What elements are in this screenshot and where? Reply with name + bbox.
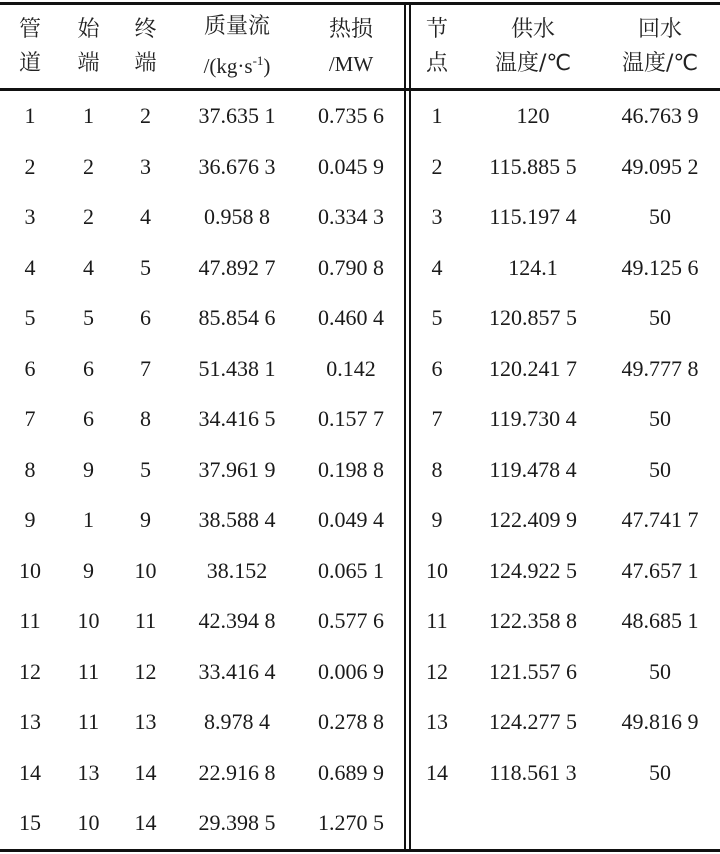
right-cell-supply-temp: 120: [516, 103, 550, 128]
right-cell-node: 1: [431, 103, 443, 128]
right-cell-node: 2: [431, 153, 443, 179]
left-cell-pipe: 8: [24, 456, 36, 482]
header-node-line1: 节: [425, 16, 448, 42]
right-cell-supply-temp: 119.730 4: [489, 406, 577, 431]
right-cell-node: 4: [431, 254, 443, 280]
left-cell-heat-loss: 0.790 8: [318, 254, 384, 280]
right-cell-node: 5: [431, 305, 443, 330]
right-cell-return-temp: 50: [649, 305, 671, 330]
header-pipe-line1: 管: [18, 16, 41, 42]
header-heat-loss: [300, 5, 402, 88]
left-cell-end: 13: [134, 709, 157, 734]
left-cell-heat-loss: 1.270 5: [318, 810, 384, 835]
left-cell-end: 4: [140, 204, 151, 229]
right-cell-supply-temp: 124.1: [508, 254, 558, 280]
left-cell-end: 9: [140, 507, 151, 532]
header-start-line1: 始: [77, 16, 100, 42]
left-cell-end: 14: [134, 759, 157, 785]
header-heat-loss-unit: /MW: [328, 51, 374, 76]
left-cell-heat-loss: 0.735 6: [318, 103, 384, 128]
right-cell-node: 11: [426, 608, 448, 633]
left-cell-heat-loss: 0.065 1: [318, 557, 384, 583]
left-cell-pipe: 10: [19, 557, 41, 583]
left-cell-pipe: 7: [24, 406, 36, 431]
left-cell-heat-loss: 0.334 3: [318, 204, 384, 229]
right-cell-supply-temp: 121.557 6: [489, 658, 577, 684]
right-cell-supply-temp: 118.561 3: [489, 759, 577, 785]
left-cell-mass-flow: 22.916 8: [198, 759, 276, 785]
right-cell-return-temp: 50: [649, 204, 671, 229]
right-cell-node: 14: [426, 759, 448, 785]
right-cell-return-temp: 47.657 1: [621, 557, 699, 583]
right-cell-supply-temp: 115.197 4: [489, 204, 577, 229]
left-cell-heat-loss: 0.045 9: [318, 153, 384, 179]
left-cell-start: 1: [83, 507, 94, 532]
right-cell-node: 8: [431, 456, 443, 482]
right-cell-return-temp: 49.816 9: [621, 709, 699, 734]
header-mass-flow-line1: 质量流: [203, 14, 270, 39]
header-mass-flow-unit: $/(kg\cdot s^{-1})$: [203, 53, 271, 78]
left-cell-end: 12: [134, 658, 157, 684]
left-cell-end: 6: [140, 305, 151, 330]
left-cell-end: 2: [140, 103, 151, 128]
left-cell-start: 5: [83, 305, 94, 330]
left-cell-start: 10: [77, 608, 100, 633]
left-cell-heat-loss: 0.142: [326, 355, 376, 381]
right-cell-return-temp: 46.763 9: [621, 103, 699, 128]
header-supply-line2: 温度/℃: [494, 50, 572, 76]
left-cell-heat-loss: 0.577 6: [318, 608, 384, 633]
left-cell-start: 2: [83, 153, 94, 179]
header-return-temp: [604, 5, 716, 88]
right-cell-return-temp: 49.125 6: [621, 254, 699, 280]
right-cell-return-temp: 50: [649, 406, 671, 431]
left-cell-start: 9: [83, 557, 94, 583]
left-cell-end: 7: [140, 355, 151, 381]
left-cell-start: 10: [77, 810, 100, 835]
left-cell-start: 11: [77, 658, 100, 684]
left-cell-start: 13: [77, 759, 100, 785]
right-cell-supply-temp: 119.478 4: [489, 456, 577, 482]
header-node: [412, 5, 462, 88]
left-cell-end: 5: [140, 254, 151, 280]
right-cell-supply-temp: 120.241 7: [489, 355, 577, 381]
header-mass-flow: [174, 5, 300, 88]
right-cell-node: 3: [431, 204, 443, 229]
header-return-line1: 回水: [637, 16, 682, 42]
table-split-rule-right: [409, 4, 411, 849]
left-cell-end: 5: [140, 456, 151, 482]
left-cell-heat-loss: 0.157 7: [318, 406, 384, 431]
left-cell-heat-loss: 0.198 8: [318, 456, 384, 482]
right-cell-supply-temp: 122.409 9: [489, 507, 577, 532]
left-cell-mass-flow: 85.854 6: [198, 305, 276, 330]
header-pipe-line2: 道: [18, 50, 41, 76]
header-supply-temp: [462, 5, 604, 88]
left-cell-mass-flow: 42.394 8: [198, 608, 276, 633]
left-cell-mass-flow: 8.978 4: [204, 709, 270, 734]
header-end-line1: 终: [134, 16, 157, 42]
right-cell-node: 6: [431, 355, 443, 381]
left-cell-start: 2: [83, 204, 94, 229]
right-cell-node: 10: [426, 557, 448, 583]
left-cell-pipe: 11: [19, 608, 41, 633]
left-cell-pipe: 14: [19, 759, 41, 785]
right-cell-return-temp: 48.685 1: [621, 608, 699, 633]
left-cell-start: 11: [77, 709, 100, 734]
right-cell-return-temp: 50: [649, 456, 671, 482]
left-cell-pipe: 5: [24, 305, 36, 330]
left-cell-pipe: 13: [19, 709, 41, 734]
left-cell-mass-flow: 37.635 1: [198, 103, 276, 128]
left-cell-pipe: 12: [19, 658, 41, 684]
left-cell-pipe: 9: [24, 507, 36, 532]
left-cell-heat-loss: 0.049 4: [318, 507, 384, 532]
left-cell-mass-flow: 37.961 9: [198, 456, 276, 482]
header-return-line2: 温度/℃: [621, 50, 699, 76]
right-cell-return-temp: 49.777 8: [621, 355, 699, 381]
right-cell-node: 7: [431, 406, 443, 431]
header-pipe: [0, 5, 60, 88]
right-cell-supply-temp: 120.857 5: [489, 305, 577, 330]
left-cell-mass-flow: 36.676 3: [198, 153, 276, 179]
table-split-rule-left: [404, 4, 406, 849]
left-cell-end: 10: [134, 557, 157, 583]
left-cell-start: 9: [83, 456, 94, 482]
left-cell-mass-flow: 33.416 4: [198, 658, 276, 684]
right-cell-return-temp: 50: [649, 759, 671, 785]
left-cell-end: 8: [140, 406, 151, 431]
right-cell-return-temp: 47.741 7: [621, 507, 699, 532]
left-cell-mass-flow: 34.416 5: [198, 406, 276, 431]
right-cell-node: 13: [426, 709, 448, 734]
right-cell-supply-temp: 124.277 5: [489, 709, 577, 734]
right-cell-node: 12: [426, 658, 448, 684]
left-cell-mass-flow: 51.438 1: [198, 355, 276, 381]
left-cell-start: 1: [83, 103, 94, 128]
left-cell-start: 6: [83, 406, 94, 431]
left-cell-start: 4: [83, 254, 94, 280]
header-end-line2: 端: [134, 50, 157, 76]
right-cell-supply-temp: 122.358 8: [489, 608, 577, 633]
left-cell-heat-loss: 0.006 9: [318, 658, 384, 684]
table-bottom-rule: [0, 849, 720, 852]
left-cell-pipe: 15: [19, 810, 41, 835]
header-start-line2: 端: [77, 50, 100, 76]
left-cell-mass-flow: 38.588 4: [198, 507, 276, 532]
header-node-line2: 点: [425, 50, 448, 76]
left-cell-mass-flow: 38.152: [206, 557, 268, 583]
left-cell-pipe: 1: [24, 103, 36, 128]
header-heat-loss-line1: 热损: [328, 16, 373, 42]
left-cell-pipe: 2: [24, 153, 36, 179]
left-cell-end: 11: [134, 608, 157, 633]
left-cell-pipe: 3: [24, 204, 36, 229]
right-cell-supply-temp: 124.922 5: [489, 557, 577, 583]
left-cell-pipe: 4: [24, 254, 36, 280]
left-cell-heat-loss: 0.278 8: [318, 709, 384, 734]
left-cell-end: 3: [140, 153, 151, 179]
left-cell-heat-loss: 0.460 4: [318, 305, 384, 330]
left-cell-heat-loss: 0.689 9: [318, 759, 384, 785]
right-cell-return-temp: 49.095 2: [621, 153, 699, 179]
left-cell-mass-flow: 47.892 7: [198, 254, 276, 280]
right-cell-return-temp: 50: [649, 658, 671, 684]
right-cell-node: 9: [431, 507, 443, 532]
left-cell-start: 6: [83, 355, 94, 381]
header-start-node: [60, 5, 117, 88]
right-cell-supply-temp: 115.885 5: [489, 153, 577, 179]
left-cell-end: 14: [134, 810, 157, 835]
left-cell-mass-flow: 0.958 8: [204, 204, 270, 229]
header-end-node: [117, 5, 174, 88]
left-cell-mass-flow: 29.398 5: [198, 810, 276, 835]
left-cell-pipe: 6: [24, 355, 36, 381]
header-supply-line1: 供水: [510, 16, 555, 42]
